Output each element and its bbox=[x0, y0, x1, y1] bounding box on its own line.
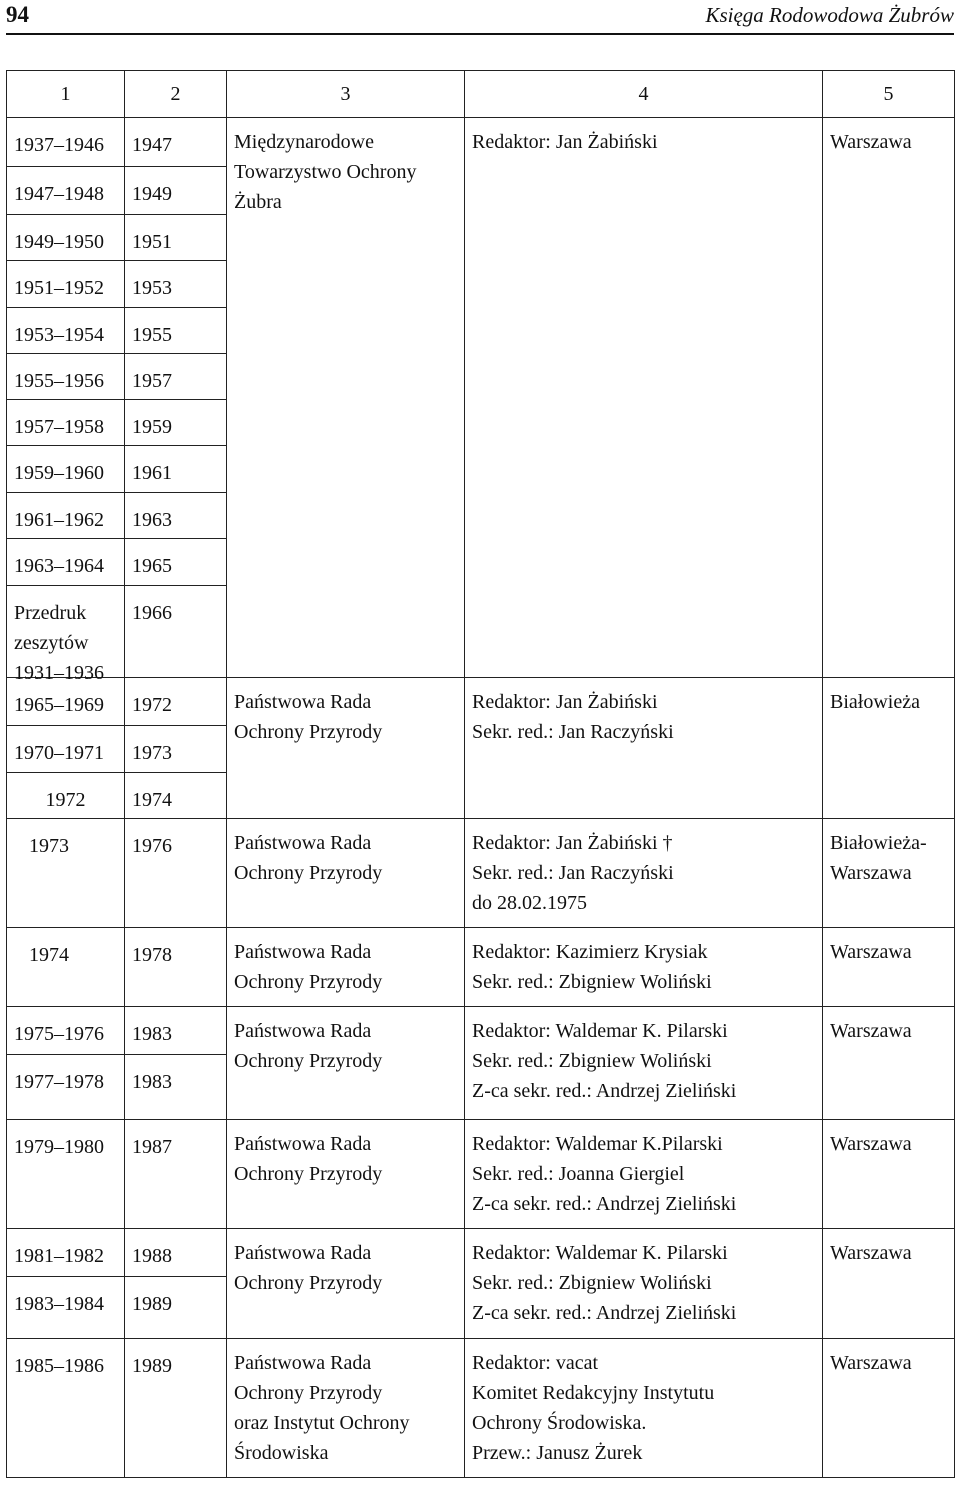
column-header: 4 bbox=[465, 71, 823, 118]
publisher-cell: Państwowa Rada Ochrony Przyrody bbox=[227, 928, 465, 1007]
publisher-cell: Państwowa Rada Ochrony Przyrody bbox=[227, 819, 465, 928]
table-row bbox=[7, 819, 955, 928]
place-cell: Warszawa bbox=[823, 118, 955, 678]
table-row bbox=[7, 1229, 955, 1339]
publisher-cell: Międzynarodowe Towarzystwo Ochrony Żubra bbox=[227, 118, 465, 678]
page-header bbox=[6, 0, 954, 32]
publisher-cell: Państwowa Rada Ochrony Przyrody bbox=[227, 678, 465, 819]
years-cell bbox=[7, 1229, 125, 1339]
issue-year-cell bbox=[125, 1120, 227, 1229]
issue-year-value: 1972 bbox=[132, 694, 172, 716]
issue-year-value: 1965 bbox=[125, 538, 226, 585]
place-cell: Warszawa bbox=[823, 1229, 955, 1339]
issue-year-value: 1973 bbox=[125, 725, 226, 772]
years-cell bbox=[7, 819, 125, 928]
place-cell: Warszawa bbox=[823, 1007, 955, 1120]
publisher-cell: Państwowa Rada Ochrony Przyrody bbox=[227, 1007, 465, 1120]
column-header: 2 bbox=[125, 71, 227, 118]
years-value: 1955–1956 bbox=[7, 353, 124, 399]
place-cell: Warszawa bbox=[823, 928, 955, 1007]
years-value: 1977–1978 bbox=[7, 1054, 124, 1119]
issue-year-cell bbox=[125, 819, 227, 928]
column-header: 1 bbox=[7, 71, 125, 118]
years-value: Przedruk zeszytów 1931–1936 bbox=[7, 585, 124, 677]
issue-year-cell bbox=[125, 678, 227, 819]
issue-year-value: 1949 bbox=[125, 166, 226, 214]
issue-year-value: 1963 bbox=[125, 492, 226, 538]
table-row bbox=[7, 1339, 955, 1478]
place-cell: Warszawa bbox=[823, 1120, 955, 1229]
editors-cell: Redaktor: Jan Żabiński † Sekr. red.: Jan Raczyński do 28.02.1975 bbox=[465, 819, 823, 928]
years-value: 1949–1950 bbox=[7, 214, 124, 260]
years-value: 1973 bbox=[29, 835, 69, 857]
years-value: 1970–1971 bbox=[7, 725, 124, 772]
editors-cell: Redaktor: Kazimierz Krysiak Sekr. red.: Zbigniew Woliński bbox=[465, 928, 823, 1007]
years-cell bbox=[7, 1339, 125, 1478]
issue-year-value: 1974 bbox=[125, 772, 226, 818]
issue-year-value: 1947 bbox=[132, 134, 172, 156]
years-value: 1959–1960 bbox=[7, 445, 124, 492]
years-value: 1975–1976 bbox=[14, 1023, 104, 1045]
issue-year-value: 1961 bbox=[125, 445, 226, 492]
running-title: Księga Rodowodowa Żubrów bbox=[705, 3, 954, 27]
column-header: 3 bbox=[227, 71, 465, 118]
issue-year-cell bbox=[125, 1229, 227, 1339]
issue-year-value: 1976 bbox=[132, 835, 172, 857]
years-cell bbox=[7, 1120, 125, 1229]
years-value: 1981–1982 bbox=[14, 1245, 104, 1267]
publisher-cell: Państwowa Rada Ochrony Przyrody bbox=[227, 1120, 465, 1229]
years-value: 1963–1964 bbox=[7, 538, 124, 585]
years-cell bbox=[7, 678, 125, 819]
column-header: 5 bbox=[823, 71, 955, 118]
table-row bbox=[7, 1007, 955, 1120]
issue-year-value: 1978 bbox=[132, 944, 172, 966]
column-number-row bbox=[7, 71, 955, 118]
issue-year-value: 1988 bbox=[132, 1245, 172, 1267]
editors-cell: Redaktor: Jan Żabiński Sekr. red.: Jan Raczyński bbox=[465, 678, 823, 819]
publisher-cell: Państwowa Rada Ochrony Przyrody bbox=[227, 1229, 465, 1339]
issue-year-value: 1957 bbox=[125, 353, 226, 399]
editors-cell: Redaktor: Waldemar K.Pilarski Sekr. red.: Joanna Giergiel Z-ca sekr. red.: Andrzej Zieliński bbox=[465, 1120, 823, 1229]
years-value: 1937–1946 bbox=[14, 134, 104, 156]
issue-year-value: 1951 bbox=[125, 214, 226, 260]
years-value: 1974 bbox=[29, 944, 69, 966]
issue-year-cell bbox=[125, 1339, 227, 1478]
editors-cell: Redaktor: vacat Komitet Redakcyjny Instytutu Ochrony Środowiska. Przew.: Janusz Żurek bbox=[465, 1339, 823, 1478]
years-value: 1957–1958 bbox=[7, 399, 124, 445]
header-rule bbox=[6, 33, 954, 35]
issue-year-value: 1955 bbox=[125, 307, 226, 353]
issue-year-value: 1987 bbox=[132, 1136, 172, 1158]
years-value: 1951–1952 bbox=[7, 260, 124, 307]
years-value: 1983–1984 bbox=[7, 1276, 124, 1338]
table-row bbox=[7, 678, 955, 819]
publisher-cell: Państwowa Rada Ochrony Przyrody oraz Instytut Ochrony Środowiska bbox=[227, 1339, 465, 1478]
editions-table bbox=[6, 70, 955, 1478]
years-value: 1953–1954 bbox=[7, 307, 124, 353]
issue-year-value: 1989 bbox=[125, 1276, 226, 1338]
years-value: 1985–1986 bbox=[14, 1355, 104, 1377]
page-number: 94 bbox=[6, 2, 29, 27]
years-value: 1965–1969 bbox=[14, 694, 104, 716]
issue-year-value: 1966 bbox=[125, 585, 226, 677]
years-cell bbox=[7, 1007, 125, 1120]
table-row bbox=[7, 928, 955, 1007]
years-value: 1979–1980 bbox=[14, 1136, 104, 1158]
place-cell: Białowieża bbox=[823, 678, 955, 819]
issue-year-cell bbox=[125, 1007, 227, 1120]
years-value: 1961–1962 bbox=[7, 492, 124, 538]
place-cell: Białowieża- Warszawa bbox=[823, 819, 955, 928]
issue-year-cell bbox=[125, 118, 227, 678]
place-cell: Warszawa bbox=[823, 1339, 955, 1478]
issue-year-value: 1983 bbox=[125, 1054, 226, 1119]
issue-year-value: 1959 bbox=[125, 399, 226, 445]
issue-year-value: 1953 bbox=[125, 260, 226, 307]
years-value: 1972 bbox=[7, 772, 124, 818]
table-row bbox=[7, 118, 955, 678]
editors-cell: Redaktor: Waldemar K. Pilarski Sekr. red.: Zbigniew Woliński Z-ca sekr. red.: Andrzej Zieliński bbox=[465, 1007, 823, 1120]
issue-year-value: 1983 bbox=[132, 1023, 172, 1045]
issue-year-cell bbox=[125, 928, 227, 1007]
table-row bbox=[7, 1120, 955, 1229]
years-cell bbox=[7, 928, 125, 1007]
editors-cell: Redaktor: Waldemar K. Pilarski Sekr. red.: Zbigniew Woliński Z-ca sekr. red.: Andrzej Zieliński bbox=[465, 1229, 823, 1339]
years-cell bbox=[7, 118, 125, 684]
editors-cell: Redaktor: Jan Żabiński bbox=[465, 118, 823, 678]
issue-year-value: 1989 bbox=[132, 1355, 172, 1377]
years-value: 1947–1948 bbox=[7, 166, 124, 214]
